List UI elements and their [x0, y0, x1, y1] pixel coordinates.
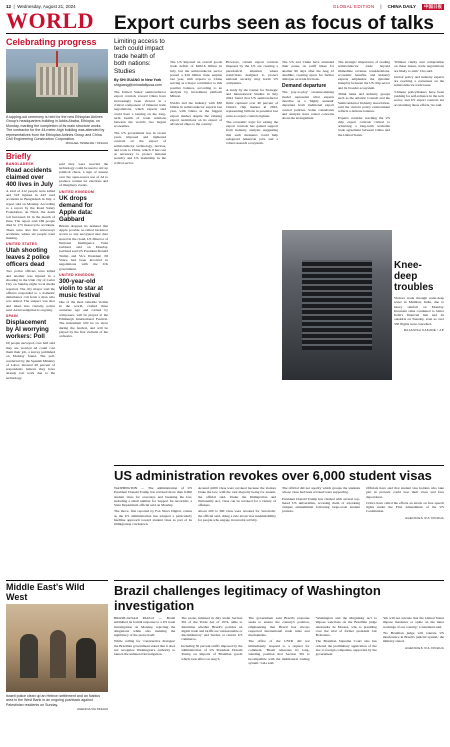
us-visa-story [114, 468, 444, 527]
middle-east-caption: Israeli police clean up an Hebron settlement and an Nablus area in the West Bank in an ongoing pushback against Palestinian residents on Sunday. [6, 694, 101, 707]
body-text: 'Chinese policymakers have been pushing for self-reliance in the tech sector, and US export controls are accelerating those efforts,' he said. [394, 89, 444, 107]
brazil-story [114, 583, 444, 665]
body-text: Experts consider reaching the US chip export controls critical to achieving a long-term workable trade agreement between China and the United States. [338, 115, 390, 137]
body-text: 'Without clarity and compromise on these issues, trade negotiations are likely to stall,' Cho said. [394, 60, 444, 73]
brief-headline: Road accidents claimed over 400 lives in July [6, 166, 54, 188]
divider-1 [114, 465, 444, 466]
brazil-credit: AGENCIES VIA XINHUA [405, 645, 445, 650]
brief-text: One of the most valuable violins in the world, crafted three centuries ago and carried by composers, will be played at the Edinburgh International Festival. The instrument will be on show during the festival, and will be played by the first violinist of the orchestra. [59, 299, 108, 339]
body-text: 'No Brazilian judge will tolerate US interference in Brazil's judicial system,' the ministry stated. [382, 630, 445, 644]
knee-deep-title: Knee-deep troubles [394, 260, 434, 293]
body-text: Including 50 percent tariffs imposed by the administration of US President Donald Trump on imports of Brazilian goods which took effect on Aug 6. [181, 643, 243, 661]
body-text: 'We will not tolerate that the United States impose measures or opine on the inner workings of our country,' a statement said. [382, 616, 445, 629]
byline: By SHI GUANG in New York [114, 78, 162, 83]
brief-continued-text: said they were worried the technology could be used to stir up political chaos, a sign of unease over the open-source use of AI to produce content for elections and of imaginary events. [59, 161, 108, 188]
page-header: 12 | Wednesday, August 21, 2024 GLOBAL EDITION | CHINA DAILY 中国日报 [6, 3, 442, 9]
main-col-2 [170, 60, 222, 126]
body-text: However, current export controls imposed by the US are creating a paradoxical situation where restrictions designed to protect national security may harm US companies. [226, 60, 278, 86]
body-text: Officials have said that student visa holders who take part in protests could lose their visas and face deportation. [366, 486, 444, 499]
body-text: The 'pay-to-play' revenue-sharing model represents what experts describe as a 'highly unusual' departure from traditional export control policies. Some consultants and analysts have raised concerns about the arrangement. [282, 90, 334, 121]
main-col-3 [226, 60, 278, 146]
body-text: The economic logic for easing the export controls has gained support from industry analysts suggesting that such measures could help safeguard American jobs and a robust research ecosystem. [226, 119, 278, 146]
divider-2 [114, 580, 444, 581]
briefs-column [6, 162, 55, 380]
knee-deep-credit: RAJANISH KAKADE / AP [403, 328, 444, 333]
body-text: WASHINGTON — The administration of US President Donald Trump has revoked more than 6,000 student visas for overstays and breaking the law, including a small number for 'support for terrorism', a State Department official said on Monday. [114, 486, 192, 508]
body-text: Think tanks and industry groups such as the Atlantic Council and the Semiconductor Industry Association, said the current policy environment reflects a delicate balance. [338, 92, 390, 114]
us-visa-headline: US administration revokes over 6,000 student visas [114, 468, 432, 483]
body-text: A study by the Center for Strategic and International Studies in July 2024 found that US semiconductor firms captured over 40 percent of China's chip market in 2022, representing billions in potential lost sales as export controls tighten. [226, 87, 278, 118]
brief-location: UNITED KINGDOM [59, 272, 95, 277]
brief-text: Two police officers were killed and another was injured in a shooting in the Utah city of Cedar City on Sunday night, local media reported. The city mayor said the officers responded to a domestic disturbance call from a man who was armed. The suspect was shot and taken into custody, police said. An investigation is ongoing. [6, 269, 55, 313]
body-text: President Donald Trump has clashed with several top-tiered US universities, accusing them of tolerating campus antisemitism following large-scale student protests. [282, 496, 360, 514]
briefs-column-2 [59, 162, 108, 380]
brief-text: Britain dropped its demand that Apple provide so-called backdoor access to any encrypted user data stored in the cloud, US Director of National Intelligence Tulsi Gabbard said on Monday. Gabbard said US President Donald Trump and Vice President JD Vance had been involved in negotiations with the UK government. [59, 223, 108, 271]
main-col-6 [394, 38, 444, 107]
middle-east-title: Middle East's Wild West [6, 582, 85, 602]
body-text: The United States' semiconductor export controls toward China have increasingly been viewed as a critical component of bilateral trade negotiations, which experts said could have a bearing on the long-term health of trade relations between the world's two largest economies. [114, 90, 166, 129]
brief-location: BANGLADESH [6, 161, 34, 166]
main-col-5 [338, 38, 390, 137]
brief-location: UNITED KINGDOM [59, 189, 95, 194]
main-photo-image [282, 230, 392, 380]
knee-deep-story [394, 260, 444, 332]
body-text: The US imposed an overall goods trade deficit of $262.6 billion in July, but the semiconductor sector posted a $16 billion trade surplus last year, with exports to China serving as a major contributor to this positive balance, according to an analysis by investment platform Mitrest. [170, 60, 222, 99]
section-title: WORLD [6, 8, 95, 33]
brief-headline: 300-year-old violin to star at music festival [59, 277, 104, 299]
main-headline: Export curbs seen as focus of talks [114, 13, 434, 34]
body-text: The Brazilian Supreme Court also has ordered the preliminary application of the law to foreign companies, supported by the government. [315, 639, 377, 657]
body-text: 'Washington and the Magnitsky Act to impose sanctions on the Brazilian judge Alexandre de Moraes, who is presiding over the trial of former president Jair Bolsonaro. [315, 616, 377, 638]
body-text: The move, first reported by Fox News Digital, comes as the US administration has adopted a particularly hardline approach toward student visas as part of its immigration crackdown. [114, 509, 192, 527]
body-text: The office of the USTR did not immediately respond to a request for comment. 'Brazil reiterates its long-standing position that Section 301 is incompatible with the multilateral trading system,' Lula said. [248, 639, 310, 665]
brief-headline: Displacement by AI worrying workers: Poll [6, 319, 49, 341]
middle-east-photo [6, 604, 108, 692]
body-text: The government said Brazil's response seeks to ensure the country's position, emphasizing that Brazil has always respected international trade rules and mechanisms. [248, 616, 310, 638]
brief-location: SPAIN [6, 314, 18, 319]
body-text: Global policy and industry experts are reaching a consensus on the semiconductor trade issue. [394, 74, 444, 88]
brief-text: A total of 412 people were killed and 518 injured in 443 road accidents in Bangladesh in July, a report said on Monday. According to a report by the Road Safety Foundation, an NGO, the death toll increased 10 in the month of June. The report said 186 people died in 173 motorcycle accidents. There were also five waterways accidents, where six people went missing. [6, 188, 55, 241]
subheading: Demand departure [282, 83, 327, 90]
brief-location: UNITED STATES [6, 242, 38, 247]
body-text: Around 4,000 visas were revoked because the visitors broke the law, with the vast majority being for assault, the official said. Under the Immigration and Nationality Act, visas can be revoked for a variety of offenses. [198, 486, 276, 508]
main-col-4 [282, 38, 334, 121]
brazil-headline: Brazil challenges legitimacy of Washington investigation [114, 583, 381, 613]
us-visa-credit: AGENCIES VIA XINHUA [405, 515, 444, 520]
main-col-1 [114, 38, 166, 165]
celebrating-credit: MICHAEL TEWELDE / XINHUA [65, 141, 108, 146]
byline-email: shiguang@chinadailyusa.com [114, 82, 162, 87]
celebrating-title: Celebrating progress [6, 37, 97, 47]
body-text: While calling for 'constructive dialogue' the Brazilian government stated that it does not recognize Washington's authority to launch the unilateral investigation. [114, 639, 176, 657]
page-number: 12 [6, 4, 12, 9]
brand-name: CHINA DAILY [387, 4, 416, 9]
brief-headline: UK drops demand for Apple data: Gabbard [59, 194, 93, 223]
celebrating-photo [6, 49, 108, 113]
issue-date: Wednesday, August 21, 2024 [17, 4, 76, 9]
body-text: BRASILIA/SAO PAULO — Brazil submitted its formal response to a US trade investigation on Monday, rejecting the allegations while also insisting the legitimacy of the probe itself. [114, 616, 176, 638]
edition-label: GLOBAL EDITION [332, 4, 375, 9]
briefly-title: Briefly [6, 151, 31, 161]
body-text: The US government has in recent years imposed and tightened controls on the export of semiconductor technology, devices, and tools to China, which it has cast as necessary to protect national security and US leadership in the critical sector. [114, 130, 166, 165]
main-deck: Limiting access to tech could impact trade health of both nations: Studies [114, 38, 165, 75]
middle-east-credit: AGENCIA VIA XINHUA [76, 707, 108, 712]
body-text: Critics have called the efforts an attack on free speech rights under the First Amendment of the US Constitution. [366, 500, 444, 514]
brand-logo: 中国日报 [424, 3, 442, 9]
body-text: The probe, initiated in July under Section 301 of the Trade Act of 1974, aims to determine whether Brazil's policies on digital trade and tariffs are 'unreasonable or discriminatory' and burden or restrict US commerce. [181, 616, 243, 642]
body-text: About 200 to 300 visas were revoked for 'terrorism,' the official said, citing a rule about visa inadmissibility for people who engage in terrorist activity. [198, 509, 276, 523]
brief-text: Of people surveyed, over half said they are worried AI could cost them their job, a survey published on Monday found. The poll, conducted by the Spanish Ministry of Labor, showed 20 percent of respondents believe they have already lost work due to the technology. [6, 341, 55, 380]
body-text: The strategic importance of reading semiconductor trade beyond immediate revenue considerations, economic benefits, and industry experts emphasize the dynamic interplay between the US chip sector and its broader ecosystem. [338, 60, 390, 90]
knee-deep-caption: Visitors wade through waist-deep water in Mumbai, India, due to heavy rainfall on Monday. Incessant rains continued to batter India's financial hub and its outskirts on Tuesday, even as over 350 flights were cancelled. [394, 296, 444, 326]
body-text: The official did not specify which groups the students whose visas had been revoked were supporting. [282, 486, 360, 495]
celebrating-caption: A topping-out ceremony is held for the new Ethiopian Airlines Group's headquarters building in Addis Ababa, Ethiopia, on Monday, marking the completion of its main structure works. The contractor for the 44-meter-high building was attended by representatives from the Ethiopian Airlines Group and China Civil Engineering Construction Corporation. [6, 115, 105, 142]
body-text: Nvidia and the industry with $30 billion in semiconductor exports last year, with China as the biggest export market despite the existing export restrictions on its export of advanced chips to the country. [170, 100, 222, 127]
body-text: The US and China have extended their pause on tariff hikes for another 90 days after the Aug 12 deadline, creating space for further dialogue on trade frictions. [282, 60, 334, 82]
brief-headline: Utah shooting leaves 2 police officers dead [6, 247, 50, 269]
middle-east-story [6, 580, 108, 712]
